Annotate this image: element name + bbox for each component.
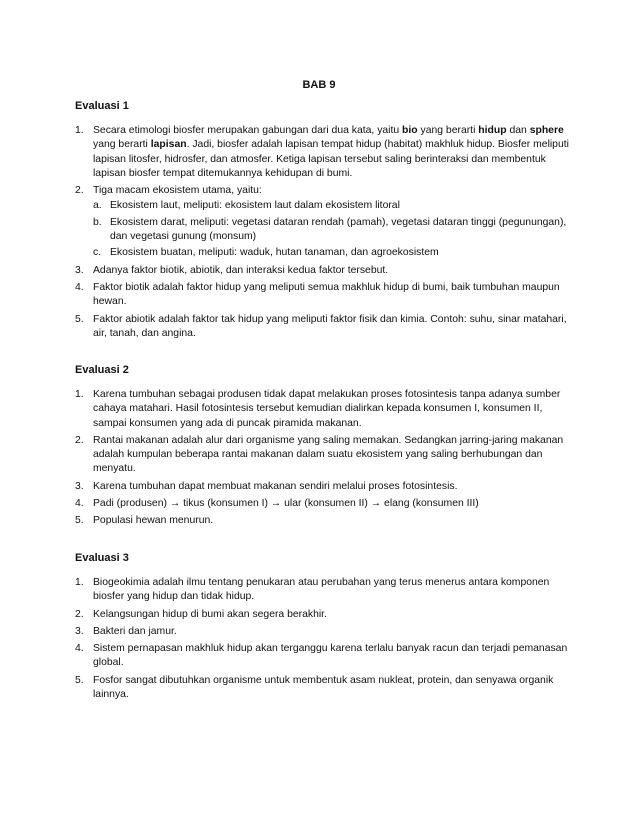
answer-list — [75, 124, 575, 341]
list-item — [75, 642, 575, 671]
list-item — [75, 388, 575, 431]
sub-item-text: Ekosistem laut, meliputi: ekosistem laut dalam ekosistem litoral — [110, 200, 400, 212]
sub-item-letter: c. — [93, 247, 102, 259]
item-text: Bakteri dan jamur. — [93, 625, 177, 637]
item-number: 4. — [75, 498, 84, 510]
sub-item-letter: a. — [93, 200, 102, 212]
item-number: 5. — [75, 674, 84, 686]
item-text: Adanya faktor biotik, abiotik, dan interaksi kedua faktor tersebut. — [93, 264, 389, 276]
sub-list-item — [93, 216, 575, 245]
item-text: Padi (produsen) → tikus (konsumen I) → ular (konsumen II) → elang (konsumen III) — [93, 498, 479, 510]
item-number: 2. — [75, 185, 84, 197]
item-text: Biogeokimia adalah ilmu tentang penukaran atau perubahan yang terus menerus antara komponen biosfer yang hidup dan tidak hidup. — [93, 577, 550, 603]
item-text-part: yang berarti — [417, 125, 479, 136]
bold-term: hidup — [478, 125, 507, 136]
item-text: Faktor abiotik adalah faktor tak hidup yang meliputi faktor fisik dan kimia. Contoh: suhu, sinar matahari, air, tanah, dan angina. — [93, 313, 567, 339]
list-item — [75, 625, 575, 639]
item-number: 3. — [75, 625, 84, 637]
answer-list — [75, 388, 575, 529]
item-number: 5. — [75, 313, 84, 325]
item-text-part: dan — [506, 125, 530, 136]
sub-list-item — [93, 199, 575, 213]
list-item — [75, 576, 575, 605]
chapter-title: BAB 9 — [302, 79, 336, 91]
item-number: 5. — [75, 515, 84, 527]
list-item — [75, 313, 575, 342]
item-text: Karena tumbuhan sebagai produsen tidak dapat melakukan proses fotosintesis tanpa adanya sumber cahaya matahari. Hasil fotosintesis tersebut kemudian dialirkan kepada konsumen I, konsumen II, sampai konsumen yang ada di puncak piramida makanan. — [93, 389, 561, 429]
list-item — [75, 124, 575, 181]
section-evaluasi-1 — [75, 99, 575, 344]
item-number: 3. — [75, 264, 84, 276]
item-number: 3. — [75, 480, 84, 492]
sub-item-letter: b. — [93, 216, 102, 228]
item-text: Faktor biotik adalah faktor hidup yang meliputi semua makhluk hidup di bumi, baik tumbuhan maupun hewan. — [93, 281, 560, 308]
item-text-part: Secara etimologi biosfer merupakan gabungan dari dua kata, yaitu — [93, 125, 403, 136]
item-text: Rantai makanan adalah alur dari organisme yang saling memakan. Sedangkan jarring-jaring makanan adalah kumpulan beberapa rantai makanan dalam suatu ekosistem yang saling berhubungan dan menyatu. — [93, 434, 564, 475]
section-evaluasi-3 — [75, 551, 575, 705]
item-number: 1. — [75, 389, 84, 400]
item-number: 1. — [75, 577, 84, 588]
section-heading: Evaluasi 3 — [75, 552, 129, 564]
item-text: Fosfor sangat dibutuhkan organisme untuk membentuk asam nukleat, protein, dan senyawa organik lainnya. — [93, 674, 554, 701]
section-heading: Evaluasi 2 — [75, 364, 129, 376]
list-item — [75, 480, 575, 494]
list-item — [75, 674, 575, 703]
list-item — [75, 608, 575, 622]
item-number: 1. — [75, 125, 84, 136]
sub-list-item — [93, 246, 575, 260]
answer-list — [75, 576, 575, 702]
sub-item-text: Ekosistem darat, meliputi: vegetasi dataran rendah (pamah), vegetasi dataran tinggi (pegunungan), dan vegetasi gunung (monsum) — [110, 216, 567, 243]
list-item — [75, 184, 575, 260]
item-text: Kelangsungan hidup di bumi akan segera berakhir. — [93, 608, 327, 620]
bold-term: sphere — [529, 125, 564, 136]
list-item — [75, 514, 575, 528]
list-item — [75, 434, 575, 477]
item-text: Karena tumbuhan dapat membuat makanan sendiri melalui proses fotosintesis. — [93, 480, 458, 492]
item-number: 4. — [75, 281, 84, 293]
item-text-part: . Jadi, biosfer adalah lapisan tempat hidup (habitat) makhluk hidup. Biosfer meliputi lapisan litosfer, hidrosfer, dan atmosfer. Ketiga lapisan tersebut saling berinteraksi dan membentuk lapisan biosfer tempat ditemukannya kehidupan di bumi. — [93, 139, 569, 179]
list-item — [75, 497, 575, 511]
list-item — [75, 281, 575, 310]
section-heading: Evaluasi 1 — [75, 100, 129, 112]
bold-term: bio — [402, 125, 418, 136]
item-number: 4. — [75, 643, 84, 655]
list-item — [75, 264, 575, 278]
section-evaluasi-2 — [75, 363, 575, 532]
item-number: 2. — [75, 434, 84, 446]
item-text: Sistem pernapasan makhluk hidup akan terganggu karena terlalu banyak racun dan terjadi pemanasan global. — [93, 643, 568, 669]
bold-term: lapisan — [150, 139, 187, 151]
item-text: Populasi hewan menurun. — [93, 515, 214, 527]
item-text-part: yang berarti — [93, 139, 151, 151]
sub-item-text: Ekosistem buatan, meliputi: waduk, hutan tanaman, dan agroekosistem — [110, 247, 439, 259]
sub-list — [93, 199, 575, 260]
item-text: Tiga macam ekosistem utama, yaitu: — [93, 185, 262, 197]
item-number: 2. — [75, 608, 84, 620]
